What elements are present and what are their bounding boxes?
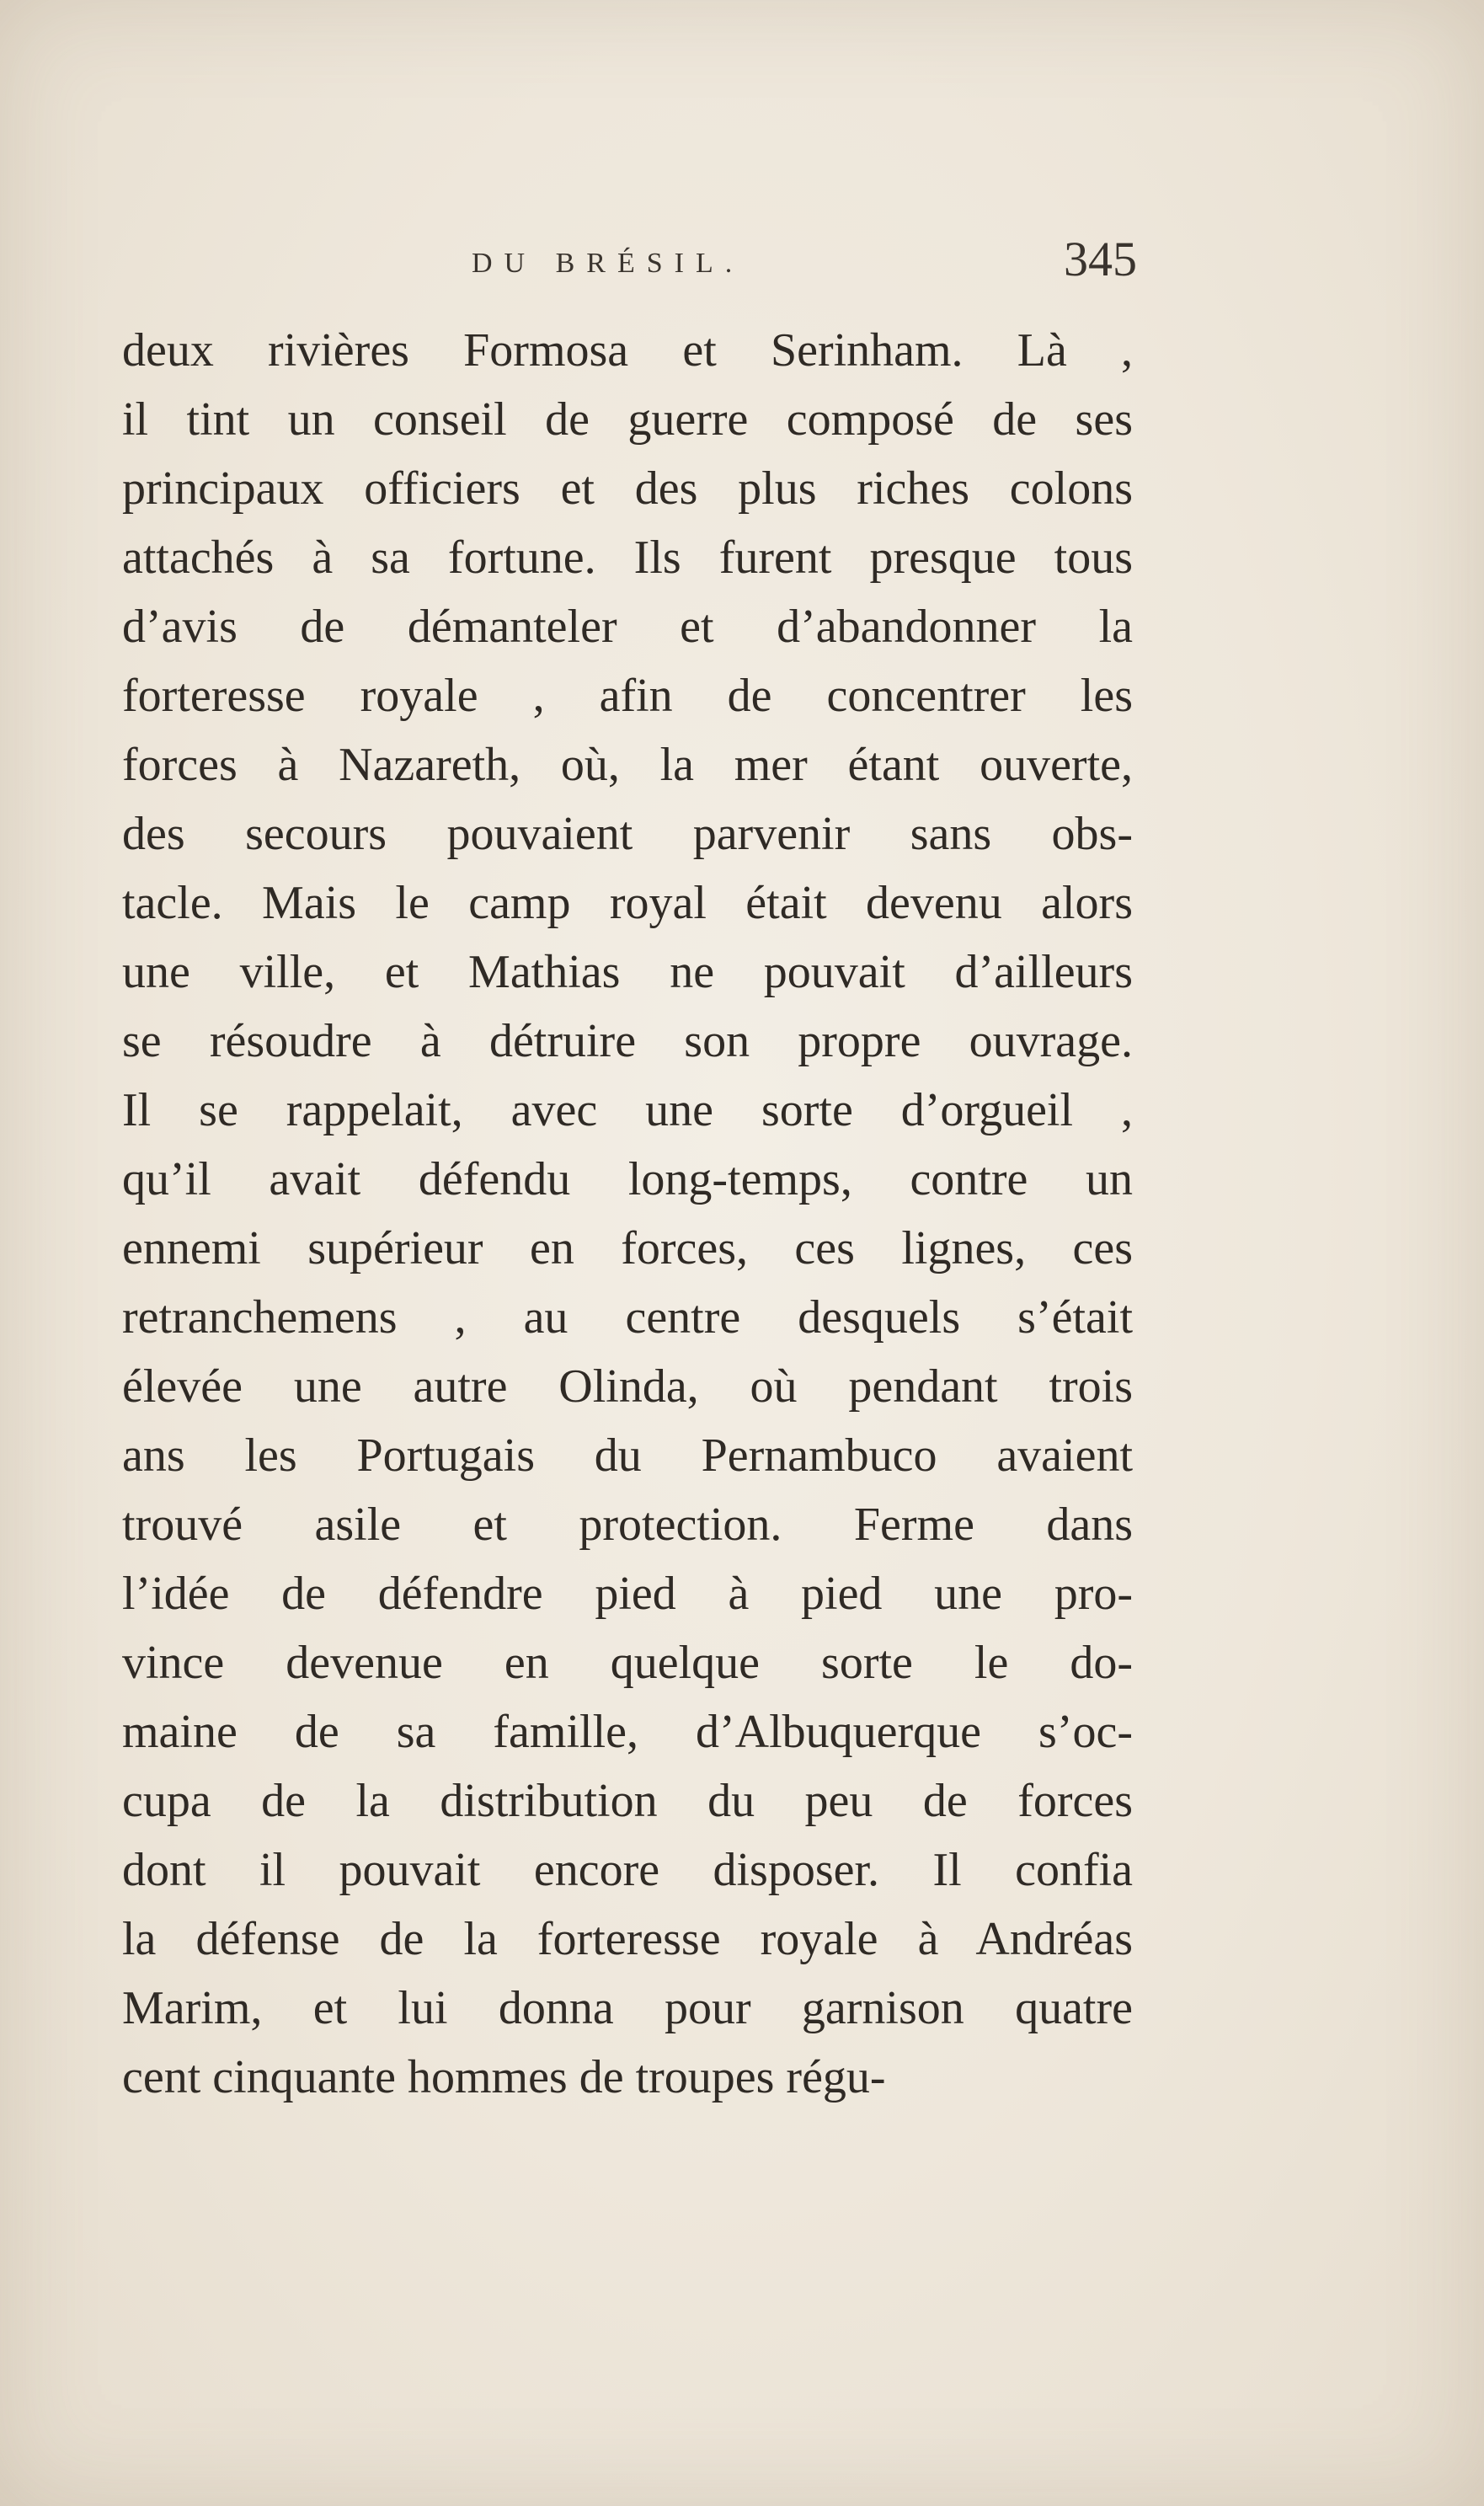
text-line: d’avis de démanteler et d’abandonner la bbox=[122, 601, 1133, 653]
text-line: attachés à sa fortune. Ils furent presque tous bbox=[122, 532, 1133, 584]
running-title: DU BRÉSIL. bbox=[472, 248, 745, 279]
text-line: principaux officiers et des plus riches colons bbox=[122, 462, 1133, 515]
text-line: retranchemens , au centre desquels s’était bbox=[122, 1291, 1133, 1344]
text-line: Il se rappelait, avec une sorte d’orgueil , bbox=[122, 1084, 1133, 1136]
page-number: 345 bbox=[1064, 232, 1137, 286]
text-line: cent cinquante hommes de troupes régu- bbox=[122, 2051, 886, 2103]
text-line: forces à Nazareth, où, la mer étant ouverte, bbox=[122, 739, 1133, 791]
text-line: Marim, et lui donna pour garnison quatre bbox=[122, 1982, 1133, 2034]
text-line: une ville, et Mathias ne pouvait d’ailleurs bbox=[122, 946, 1133, 998]
text-line: tacle. Mais le camp royal était devenu alors bbox=[122, 877, 1133, 929]
running-head bbox=[126, 227, 1137, 303]
text-line: la défense de la forteresse royale à Andréas bbox=[122, 1913, 1133, 1965]
text-line: ans les Portugais du Pernambuco avaient bbox=[122, 1429, 1133, 1482]
text-line: cupa de la distribution du peu de forces bbox=[122, 1775, 1133, 1827]
text-line: des secours pouvaient parvenir sans obs- bbox=[122, 808, 1133, 860]
text-line: ennemi supérieur en forces, ces lignes, ces bbox=[122, 1222, 1133, 1274]
text-line: dont il pouvait encore disposer. Il confia bbox=[122, 1844, 1133, 1896]
text-line: l’idée de défendre pied à pied une pro- bbox=[122, 1568, 1133, 1620]
text-line: trouvé asile et protection. Ferme dans bbox=[122, 1499, 1133, 1551]
text-line: qu’il avait défendu long-temps, contre un bbox=[122, 1153, 1133, 1205]
text-line: il tint un conseil de guerre composé de ses bbox=[122, 393, 1133, 446]
text-line: maine de sa famille, d’Albuquerque s’oc- bbox=[122, 1706, 1133, 1758]
text-line: deux rivières Formosa et Serinham. Là , bbox=[122, 324, 1133, 377]
text-line: vince devenue en quelque sorte le do- bbox=[122, 1637, 1133, 1689]
text-line: se résoudre à détruire son propre ouvrage. bbox=[122, 1015, 1133, 1067]
body-text bbox=[122, 316, 1133, 2112]
text-line: forteresse royale , afin de concentrer les bbox=[122, 670, 1133, 722]
text-line: élevée une autre Olinda, où pendant trois bbox=[122, 1360, 1133, 1413]
